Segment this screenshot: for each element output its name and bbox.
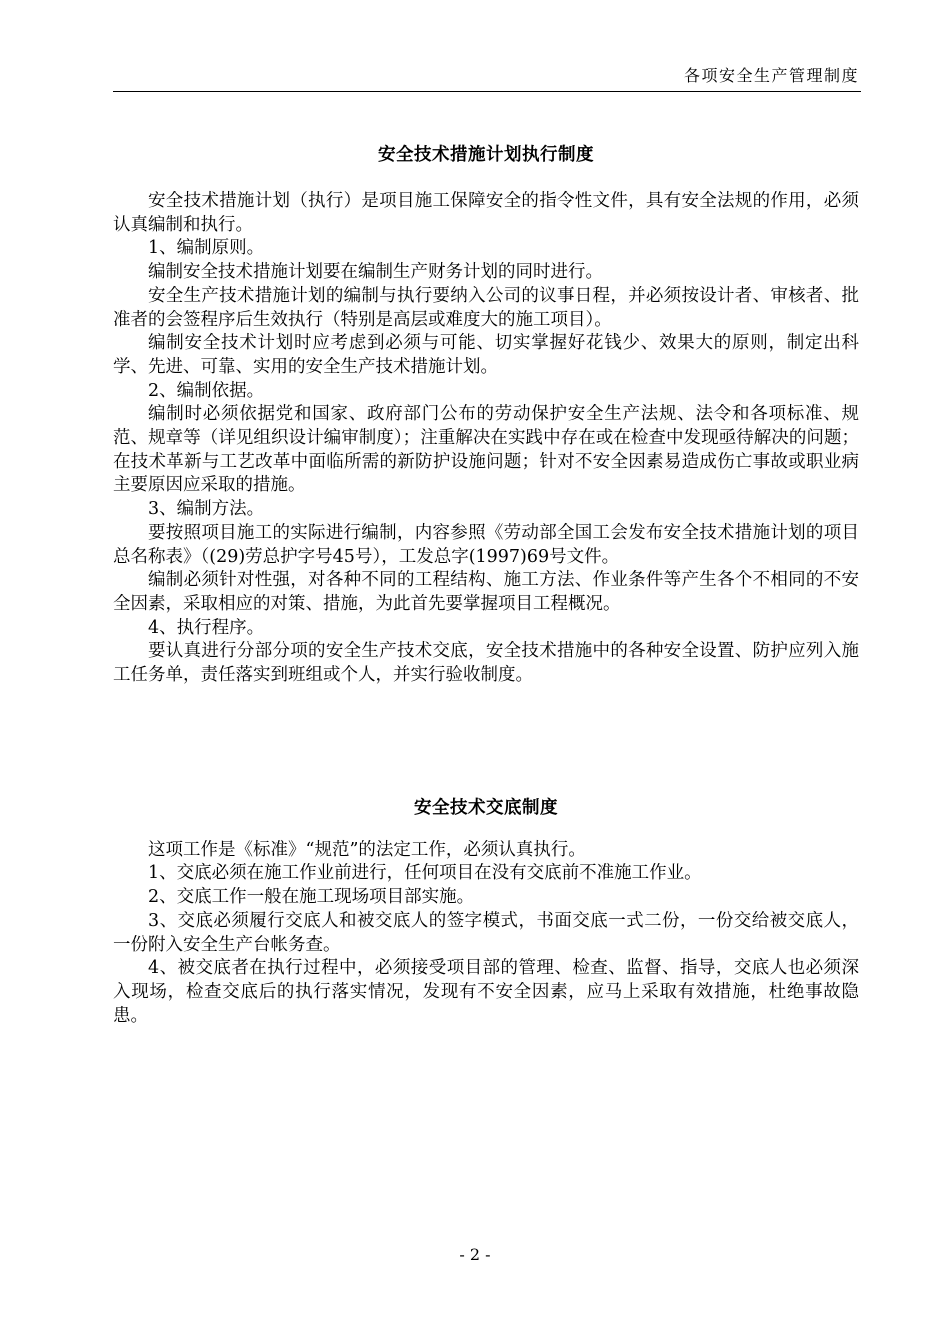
section-safety-briefing	[113, 793, 859, 1029]
paragraph: 编制安全技术措施计划要在编制生产财务计划的同时进行。	[148, 262, 603, 283]
paragraph: 2、交底工作一般在施工现场项目部实施。	[148, 887, 475, 908]
subheading: 4、执行程序。	[148, 617, 265, 638]
paragraph: 编制必须针对性强，对各种不同的工程结构、施工方法、作业条件等产生各个不相同的不安全因素，采取相应的对策、措施，为此首先要掌握项目工程概况。	[113, 570, 859, 614]
paragraph: 安全生产技术措施计划的编制与执行要纳入公司的议事日程，并必须按设计者、审核者、批准者的会签程序后生效执行（特别是高层或难度大的施工项目）。	[113, 285, 859, 330]
paragraph: 这项工作是《标准》“规范”的法定工作，必须认真执行。	[148, 839, 586, 860]
section-safety-measures-plan	[113, 140, 859, 688]
section-title: 安全技术措施计划执行制度	[378, 145, 594, 165]
paragraph: 编制安全技术计划时应考虑到必须与可能、切实掌握好花钱少、效果大的原则，制定出科学、先进、可靠、实用的安全生产技术措施计划。	[113, 333, 859, 377]
subheading: 1、编制原则。	[148, 238, 265, 259]
paragraph: 要按照项目施工的实际进行编制，内容参照《劳动部全国工会发布安全技术措施计划的项目总名称表》（(29)劳总护字号45号），工发总字(1997)69号文件。	[113, 522, 859, 567]
paragraph: 要认真进行分部分项的安全生产技术交底，安全技术措施中的各种安全设置、防护应列入施工任务单，责任落实到班组或个人，并实行验收制度。	[113, 641, 859, 686]
subheading: 3、编制方法。	[148, 499, 265, 520]
section-spacer	[113, 688, 859, 793]
paragraph: 4、被交底者在执行过程中，必须接受项目部的管理、检查、监督、指导，交底人也必须深入现场，检查交底后的执行落实情况，发现有不安全因素，应马上采取有效措施，杜绝事故隐患。	[113, 958, 859, 1026]
paragraph: 1、交底必须在施工作业前进行，任何项目在没有交底前不准施工作业。	[148, 863, 702, 884]
subheading: 2、编制依据。	[148, 380, 265, 401]
paragraph: 3、交底必须履行交底人和被交底人的签字模式，书面交底一式二份，一份交给被交底人，一份附入安全生产台帐务查。	[113, 910, 859, 955]
paragraph: 编制时必须依据党和国家、政府部门公布的劳动保护安全生产法规、法令和各项标准、规范、规章等（详见组织设计编审制度）；注重解决在实践中存在或在检查中发现亟待解决的问题；在技术革新与工艺改革中面临所需的新防护设施问题；针对不安全因素易造成伤亡事故或职业病主要原因应采取的措施。	[113, 404, 859, 496]
page-number: - 2 -	[459, 1245, 491, 1264]
page-header	[113, 64, 861, 92]
paragraph: 安全技术措施计划（执行）是项目施工保障安全的指令性文件，具有安全法规的作用，必须认真编制和执行。	[113, 191, 859, 235]
section-title: 安全技术交底制度	[414, 797, 558, 818]
header-title: 各项安全生产管理制度	[683, 66, 859, 85]
document-body	[113, 140, 859, 1028]
